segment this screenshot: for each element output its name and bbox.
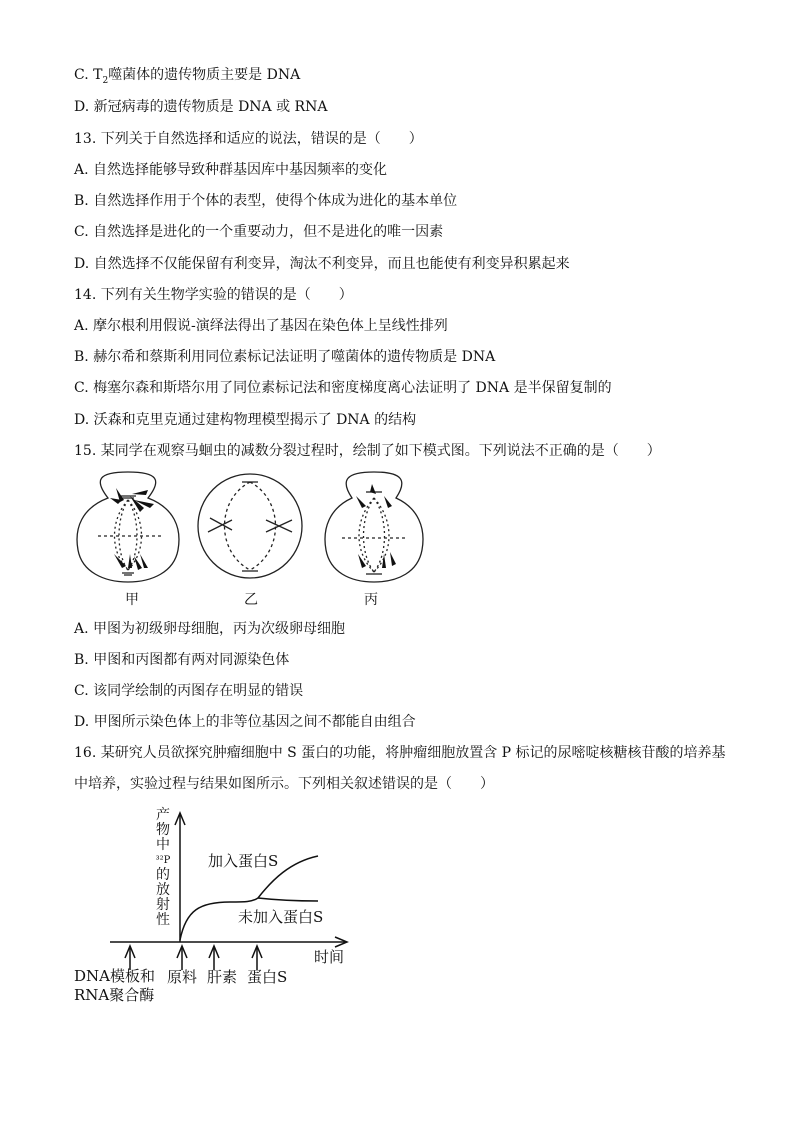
q14-option-d: D. 沃森和克里克通过建构物理模型揭示了 DNA 的结构 bbox=[74, 412, 417, 428]
y-axis-label: 产 物 中 ³²P 的 放 射 性 bbox=[155, 807, 171, 928]
option-c-line: C. $T_2$噬菌体的遗传物质主要是 DNA bbox=[74, 67, 301, 86]
q14-option-b: B. 赫尔希和蔡斯利用同位素标记法证明了噬菌体的遗传物质是 DNA bbox=[74, 349, 496, 365]
question-16-line-1: 16. 某研究人员欲探究肿瘤细胞中 S 蛋白的功能，将肿瘤细胞放置含 P 标记的尿嘧啶核糖核苷酸的培养基 bbox=[74, 745, 726, 761]
question-16-line-2: 中培养，实验过程与结果如图所示。下列相关叙述错误的是（ ） bbox=[74, 776, 494, 792]
q13-option-c: C. 自然选择是进化的一个重要动力，但不是进化的唯一因素 bbox=[74, 224, 444, 240]
q15-option-b: B. 甲图和丙图都有两对同源染色体 bbox=[74, 652, 290, 668]
option-d-line: D. 新冠病毒的遗传物质是 DNA 或 RNA bbox=[74, 99, 328, 115]
curve-without-protein-s bbox=[258, 898, 318, 901]
question-15: 15. 某同学在观察马蛔虫的减数分裂过程时，绘制了如下模式图。下列说法不正确的是（ ） bbox=[74, 443, 661, 459]
question-13: 13. 下列关于自然选择和适应的说法，错误的是（ ） bbox=[74, 131, 423, 147]
arrow-label-rna-polymerase: RNA聚合酶 bbox=[74, 986, 155, 1004]
q13-option-b: B. 自然选择作用于个体的表型，使得个体成为进化的基本单位 bbox=[74, 193, 458, 209]
arrow-label-raw-material: 原料 bbox=[167, 968, 198, 986]
q14-option-c: C. 梅塞尔森和斯塔尔用了同位素标记法和密度梯度离心法证明了 DNA 是半保留复制的 bbox=[74, 380, 612, 396]
arrow-label-protein-s: 蛋白S bbox=[247, 968, 288, 986]
label-jia: 甲 bbox=[125, 592, 139, 608]
arrow-label-dna-template: DNA模板和 bbox=[74, 967, 155, 985]
label-without-protein-s: 未加入蛋白S bbox=[238, 908, 324, 926]
label-with-protein-s: 加入蛋白S bbox=[208, 852, 279, 870]
q15-option-c: C. 该同学绘制的丙图存在明显的错误 bbox=[74, 683, 304, 699]
arrow-label-heparin: 肝素 bbox=[207, 968, 238, 986]
x-axis-label: 时间 bbox=[314, 948, 345, 966]
q15-option-a: A. 甲图为初级卵母细胞，丙为次级卵母细胞 bbox=[74, 621, 346, 637]
q15-option-d: D. 甲图所示染色体上的非等位基因之间不都能自由组合 bbox=[74, 714, 416, 730]
q14-option-a: A. 摩尔根利用假说-演绎法得出了基因在染色体上呈线性排列 bbox=[74, 318, 448, 334]
label-bing: 丙 bbox=[364, 592, 378, 608]
q13-option-d: D. 自然选择不仅能保留有利变异，淘汰不利变异，而且也能使有利变异积累起来 bbox=[74, 256, 570, 272]
label-yi: 乙 bbox=[244, 592, 258, 608]
question-14: 14. 下列有关生物学实验的错误的是（ ） bbox=[74, 287, 353, 303]
q13-option-a: A. 自然选择能够导致种群基因库中基因频率的变化 bbox=[74, 162, 388, 178]
